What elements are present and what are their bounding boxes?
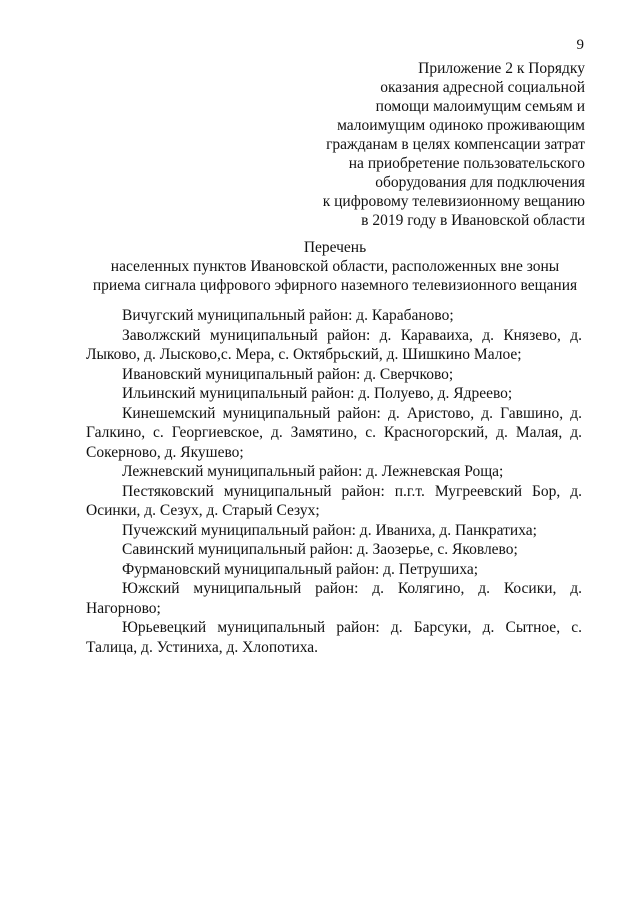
appendix-line: помощи малоимущим семьям и [375,98,585,115]
heading-subtitle-line: населенных пунктов Ивановской области, расположенных вне зоны [110,258,560,275]
appendix-line: к цифровому телевизионному вещанию [322,193,585,210]
district-entry: Вичугский муниципальный район: д. Карабаново; [122,307,454,324]
district-entry: Заволжский муниципальный район: д. Караваиха, д. Князево, д. Лыково, д. Лысково,с. Мера, с. Октябрьский, д. Шишкино Малое; [86,326,582,363]
appendix-line: гражданам в целях компенсации затрат [326,136,585,153]
appendix-line: оказания адресной социальной [380,79,585,96]
appendix-reference [255,59,585,230]
appendix-line: малоимущим одиноко проживающим [337,117,585,134]
district-entry: Пучежский муниципальный район: д. Иваниха, д. Панкратиха; [122,521,537,539]
list-heading [52,238,618,295]
district-entry: Фурмановский муниципальный район: д. Петрушиха; [122,560,479,578]
appendix-line: Приложение 2 к Порядку [418,60,585,77]
district-entry: Ивановский муниципальный район: д. Сверчково; [122,365,454,383]
appendix-line: оборудования для подключения [375,174,585,191]
settlement-list [86,306,582,657]
district-entry: Лежневский муниципальный район: д. Лежневская Роща; [122,463,504,480]
district-entry: Ильинский муниципальный район: д. Полуево, д. Ядреево; [122,385,513,402]
district-entry: Юрьевецкий муниципальный район: д. Барсуки, д. Сытное, с. Талица, д. Устиниха, д. Хлопотиха. [86,619,582,656]
district-entry: Кинешемский муниципальный район: д. Аристово, д. Гавшино, д. Галкино, с. Георгиевское, д. Замятино, с. Красногорский, д. Малая, д. Сокерново, д. Якушево; [86,404,582,461]
heading-title: Перечень [303,239,367,256]
page-number: 9 [576,37,584,53]
district-entry: Южский муниципальный район: д. Колягино, д. Косики, д. Нагорново; [86,580,582,617]
appendix-line: на приобретение пользовательского [348,155,585,172]
appendix-line: в 2019 году в Ивановской области [361,212,585,229]
district-entry: Савинский муниципальный район: д. Заозерье, с. Яковлево; [122,541,518,558]
district-entry: Пестяковский муниципальный район: п.г.т. Мугреевский Бор, д. Осинки, д. Сезух, д. Старый Сезух; [86,482,582,519]
heading-subtitle-line: приема сигнала цифрового эфирного наземного телевизионного вещания [92,277,578,294]
